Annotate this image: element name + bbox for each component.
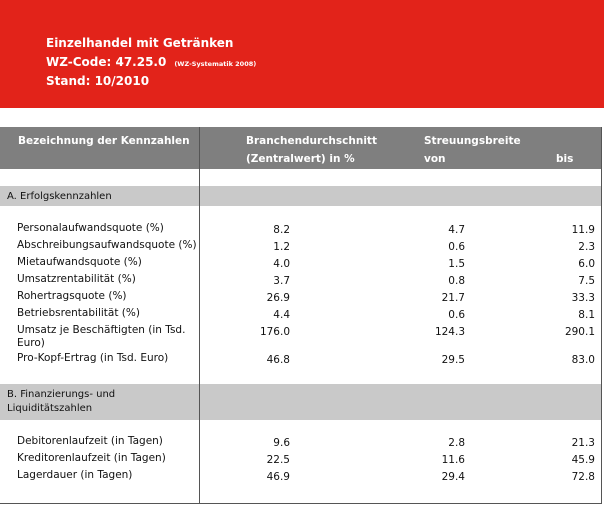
cell-name: Rohertragsquote (%): [17, 290, 127, 302]
table-row: [0, 289, 601, 306]
table-row: [0, 272, 601, 289]
stand-date: Stand: 10/2010: [46, 74, 150, 88]
cell-bis: 7.5: [578, 275, 595, 287]
cell-von: 2.8: [448, 437, 465, 449]
cell-bis: 290.1: [564, 326, 595, 338]
section-a-label: A. Erfolgskennzahlen: [7, 191, 112, 202]
cell-name: Debitorenlaufzeit (in Tagen): [17, 435, 163, 447]
section-b-label: B. Finanzierungs- und Liquiditätszahlen: [7, 389, 116, 414]
cell-avg: 22.5: [266, 454, 290, 466]
cell-avg: 4.0: [273, 258, 290, 270]
table-bottom-border: [0, 503, 602, 504]
table-row: [0, 306, 601, 323]
cell-avg: 26.9: [266, 292, 290, 304]
cell-avg: 4.4: [273, 309, 290, 321]
cell-name: Lagerdauer (in Tagen): [17, 469, 133, 481]
cell-von: 1.5: [448, 258, 465, 270]
column-divider: [199, 127, 200, 504]
cell-bis: 8.1: [578, 309, 595, 321]
header-col-bis: bis: [556, 153, 574, 165]
header-col-avg-line2: (Zentralwert) in %: [246, 153, 355, 165]
table-row: [0, 221, 601, 238]
section-b-header: [0, 384, 601, 420]
cell-bis: 33.3: [571, 292, 595, 304]
table-row: [0, 238, 601, 255]
cell-avg: 46.8: [266, 354, 290, 366]
cell-bis: 21.3: [571, 437, 595, 449]
cell-von: 0.8: [448, 275, 465, 287]
cell-name: Mietaufwandsquote (%): [17, 256, 142, 268]
table-right-border: [601, 127, 602, 504]
table-row: [0, 434, 601, 451]
cell-von: 4.7: [448, 224, 465, 236]
title-banner: [0, 0, 604, 108]
table-row: [0, 468, 601, 485]
table-row: [0, 323, 601, 349]
cell-avg: 176.0: [259, 326, 290, 338]
wz-code: [46, 55, 256, 69]
cell-name: Personalaufwandsquote (%): [17, 222, 164, 234]
cell-bis: 72.8: [571, 471, 595, 483]
cell-bis: 6.0: [578, 258, 595, 270]
header-col-name: Bezeichnung der Kennzahlen: [18, 135, 190, 147]
table-row: [0, 451, 601, 468]
cell-von: 29.4: [441, 471, 465, 483]
cell-name: Pro-Kopf-Ertrag (in Tsd. Euro): [17, 352, 169, 364]
cell-name: Umsatz je Beschäftigten (in Tsd. Euro): [17, 324, 186, 349]
cell-avg: 46.9: [266, 471, 290, 483]
table-row: [0, 351, 601, 368]
cell-von: 0.6: [448, 309, 465, 321]
cell-avg: 8.2: [273, 224, 290, 236]
wz-code-text: WZ-Code: 47.25.0: [46, 55, 167, 69]
section-a-header: [0, 186, 601, 206]
cell-von: 29.5: [441, 354, 465, 366]
table-header: [0, 127, 601, 169]
cell-name: Abschreibungsaufwandsquote (%): [17, 239, 197, 251]
cell-name: Umsatzrentabilität (%): [17, 273, 136, 285]
cell-von: 124.3: [434, 326, 465, 338]
cell-von: 0.6: [448, 241, 465, 253]
cell-von: 11.6: [441, 454, 465, 466]
cell-avg: 1.2: [273, 241, 290, 253]
cell-von: 21.7: [441, 292, 465, 304]
cell-name: Kreditorenlaufzeit (in Tagen): [17, 452, 166, 464]
cell-bis: 45.9: [571, 454, 595, 466]
page-title: Einzelhandel mit Getränken: [46, 36, 234, 50]
header-col-avg-line1: Branchendurchschnitt: [246, 135, 377, 147]
wz-note: (WZ-Systematik 2008): [174, 60, 257, 68]
cell-bis: 2.3: [578, 241, 595, 253]
cell-bis: 83.0: [571, 354, 595, 366]
cell-name: Betriebsrentabilität (%): [17, 307, 140, 319]
cell-bis: 11.9: [571, 224, 595, 236]
table-row: [0, 255, 601, 272]
cell-avg: 9.6: [273, 437, 290, 449]
header-col-range: Streuungsbreite: [424, 135, 521, 147]
cell-avg: 3.7: [273, 275, 290, 287]
header-col-von: von: [424, 153, 446, 165]
